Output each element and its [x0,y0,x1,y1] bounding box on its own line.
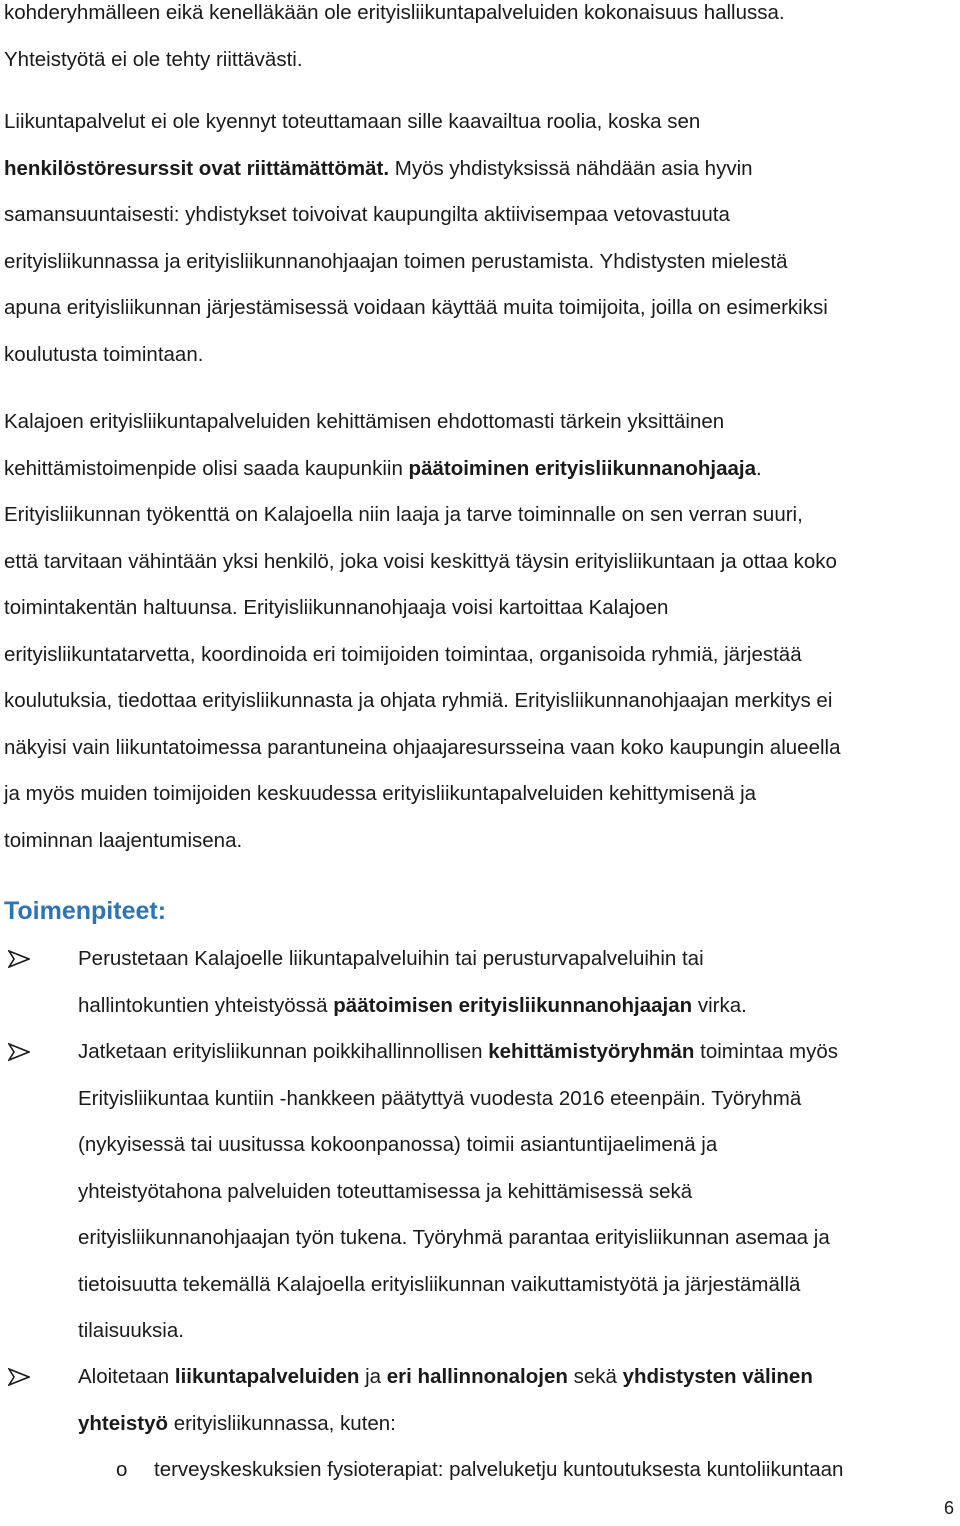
bold-phrase: päätoimisen erityisliikunnanohjaajan [333,993,693,1017]
text-line: Perustetaan Kalajoelle liikuntapalveluihin tai perusturvapalveluihin tai [78,947,704,970]
sub-bullet-marker: o [116,1458,128,1481]
text-line: Erityisliikunnan työkenttä on Kalajoella niin laaja ja tarve toiminnalle on sen verran suuri, [4,503,803,526]
bullet-item-2 [78,1029,958,1355]
bold-phrase: eri hallinnonalojen [386,1365,568,1388]
text-line: tilaisuuksia. [78,1319,184,1342]
bold-phrase: yhteistyö [78,1411,168,1435]
text-line: erityisliikunnanohjaajan työn tukena. Työryhmä parantaa erityisliikunnan asemaa ja [78,1226,830,1249]
text-line [4,146,956,193]
text-line: että tarvitaan vähintään yksi henkilö, joka voisi keskittyä täysin erityisliikuntaan ja ottaa koko [4,549,837,573]
paragraph-continuation [4,0,956,83]
text-fragment: sekä [567,1365,623,1388]
arrowhead-bullet-icon [8,1043,30,1061]
arrowhead-bullet-icon [8,950,30,968]
text-line: yhteistyötahona palveluiden toteuttamisessa ja kehittämisessä sekä [78,1179,693,1203]
text-line: koulutusta toimintaan. [4,342,204,366]
bullet-item-1 [78,936,958,1029]
sub-list-item: terveyskeskuksien fysioterapiat: palveluketju kuntoutuksesta kuntoliikuntaan [154,1458,844,1481]
paragraph-kalajoki-development [4,399,956,864]
text-line: koulutuksia, tiedottaa erityisliikunnasta ja ohjata ryhmiä. Erityisliikunnanohjaajan merkitys ei [4,689,833,712]
text-fragment: Jatketaan erityisliikunnan poikkihallinnollisen [78,1040,489,1063]
bold-phrase: yhdistysten välinen [622,1365,813,1388]
text-line: kohderyhmälleen eikä kenelläkään ole erityisliikuntapalveluiden kokonaisuus hallussa. [4,1,785,24]
text-line: toimintakentän haltuunsa. Erityisliikunnanohjaaja voisi kartoittaa Kalajoen [4,596,669,619]
text-fragment: erityisliikunnassa, kuten: [168,1411,396,1435]
paragraph-staff-resources [4,99,956,378]
arrowhead-bullet-icon [8,1368,30,1386]
bold-phrase: henkilöstöresurssit ovat riittämättömät. [4,156,390,180]
text-fragment: hallintokuntien yhteistyössä [78,993,334,1017]
bullet-item-3 [78,1354,958,1447]
text-fragment: kehittämistoimenpide olisi saada kaupunkiin [4,456,409,480]
text-line [78,1401,958,1448]
text-line: Kalajoen erityisliikuntapalveluiden kehittämisen ehdottomasti tärkein yksittäinen [4,410,725,433]
text-fragment: . [756,456,762,480]
text-line: apuna erityisliikunnan järjestämisessä voidaan käyttää muita toimijoita, joilla on esimerkiksi [4,296,828,319]
bullet-marker [6,1029,36,1076]
text-fragment: virka. [692,993,747,1017]
page-number: 6 [943,1498,954,1518]
text-line: erityisliikunnassa ja erityisliikunnanohjaajan toimen perustamista. Yhdistysten mielestä [4,249,788,273]
bold-phrase: liikuntapalveluiden [174,1365,360,1388]
text-fragment: Aloitetaan [78,1365,175,1388]
text-fragment: Myös yhdistyksissä nähdään asia hyvin [389,156,753,180]
text-line: näkyisi vain liikuntatoimessa parantuneina ohjaajaresursseina vaan koko kaupungin alueella [4,735,841,759]
text-line: tietoisuutta tekemällä Kalajoella erityisliikunnan vaikuttamistyötä ja järjestämällä [78,1272,801,1296]
text-line: Liikuntapalvelut ei ole kyennyt toteuttamaan sille kaavailtua roolia, koska sen [4,110,701,133]
text-line: (nykyisessä tai uusitussa kokoonpanossa) toimii asiantuntijaelimenä ja [78,1133,718,1156]
bold-phrase: kehittämistyöryhmän [488,1040,695,1063]
text-line: erityisliikuntatarvetta, koordinoida eri toimijoiden toimintaa, organisoida ryhmiä, järjestää [4,642,802,666]
text-fragment: toimintaa myös [694,1040,838,1063]
bullet-marker [6,936,36,983]
text-line: Erityisliikuntaa kuntiin -hankkeen päätyttyä vuodesta 2016 eteenpäin. Työryhmä [78,1086,802,1110]
text-line: samansuuntaisesti: yhdistykset toivoivat kaupungilta aktiivisempaa vetovastuuta [4,203,730,226]
text-fragment: ja [359,1365,387,1388]
text-line [4,446,956,493]
text-line [78,983,958,1030]
text-line: toiminnan laajentumisena. [4,828,243,852]
section-heading: Toimenpiteet: [4,897,167,925]
text-line [78,1354,958,1401]
bullet-marker [6,1354,36,1401]
text-line: Yhteistyötä ei ole tehty riittävästi. [4,47,303,71]
bold-phrase: päätoiminen erityisliikunnanohjaaja [408,456,756,480]
text-line: ja myös muiden toimijoiden keskuudessa erityisliikuntapalveluiden kehittymisenä ja [4,782,757,805]
text-line [78,1029,958,1076]
